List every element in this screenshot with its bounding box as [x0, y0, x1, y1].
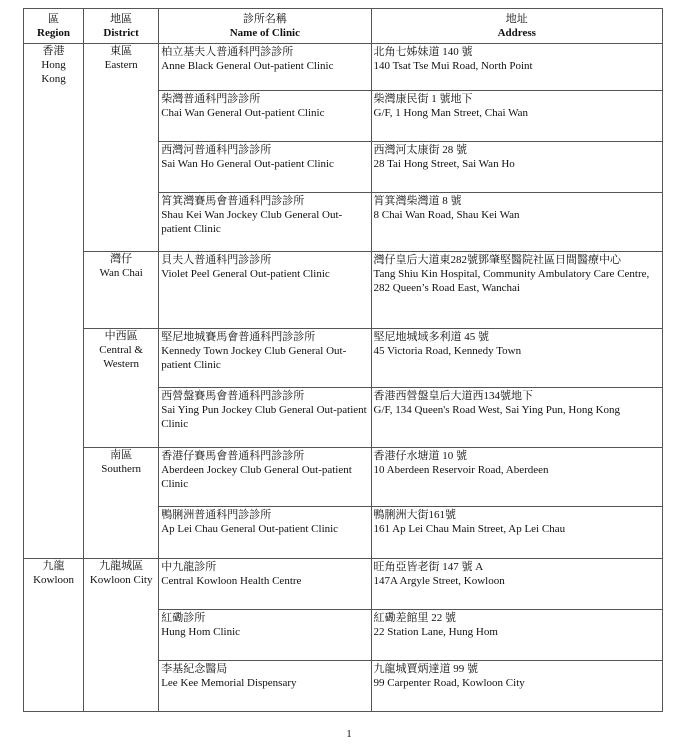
clinic-header-zh: 診所名稱 [242, 13, 287, 25]
clinic-name-zh: 筲箕灣賽馬會普通科門診診所 [161, 195, 305, 207]
address-zh: 西灣河太康街 28 號 [373, 144, 468, 156]
address-zh: 北角七姊妹道 140 號 [373, 46, 473, 58]
address-zh: 紅磡差館里 22 號 [373, 612, 457, 624]
address-en: G/F, 134 Queen's Road West, Sai Ying Pun, Hong Kong [373, 404, 621, 416]
district-cell-wan-chai [84, 252, 159, 329]
clinic-cell [159, 661, 371, 712]
district-en: Central & [99, 344, 143, 356]
table-row [24, 559, 663, 610]
clinic-name-zh: 西灣河普通科門診診所 [161, 144, 272, 156]
district-en: Southern [101, 463, 142, 475]
clinic-name-en: Ap Lei Chau General Out-patient Clinic [161, 523, 339, 535]
clinic-cell [159, 610, 371, 661]
district-cell-eastern [84, 44, 159, 252]
clinic-cell [159, 388, 371, 448]
address-cell [371, 661, 662, 712]
clinic-cell [159, 142, 371, 193]
address-zh: 鴨脷洲大街161號 [373, 509, 457, 521]
address-zh: 香港西營盤皇后大道西134號地下 [373, 390, 534, 402]
address-en: 161 Ap Lei Chau Main Street, Ap Lei Chau [373, 523, 566, 535]
address-cell [371, 91, 662, 142]
clinic-name-zh: 中九龍診所 [161, 561, 217, 573]
district-en: Kowloon City [89, 574, 153, 586]
address-en: 8 Chai Wan Road, Shau Kei Wan [373, 209, 520, 221]
district-en: Western [103, 358, 140, 370]
district-header-en: District [103, 27, 139, 39]
clinic-header [159, 9, 371, 44]
district-header-zh: 地區 [110, 13, 133, 25]
region-zh: 香港 [42, 45, 65, 57]
table-row [24, 252, 663, 329]
clinic-table [23, 8, 663, 712]
clinic-name-en: Central Kowloon Health Centre [161, 575, 302, 587]
address-zh: 香港仔水塘道 10 號 [373, 450, 468, 462]
clinic-cell [159, 507, 371, 559]
address-cell [371, 610, 662, 661]
address-cell [371, 142, 662, 193]
clinic-name-en: Shau Kei Wan Jockey Club General Out-patient Clinic [161, 209, 343, 235]
district-header [84, 9, 159, 44]
clinic-cell [159, 252, 371, 329]
address-en: 147A Argyle Street, Kowloon [373, 575, 505, 587]
page-number: 1 [346, 728, 352, 740]
clinic-name-en: Sai Ying Pun Jockey Club General Out-patient Clinic [161, 404, 367, 430]
clinic-cell [159, 91, 371, 142]
clinic-name-en: Chai Wan General Out-patient Clinic [161, 107, 325, 119]
clinic-name-en: Violet Peel General Out-patient Clinic [161, 268, 330, 280]
clinic-name-zh: 鴨脷洲普通科門診診所 [161, 509, 272, 521]
clinic-cell [159, 44, 371, 91]
clinic-name-en: Kennedy Town Jockey Club General Out- patient Clinic [161, 345, 347, 371]
address-cell [371, 448, 662, 507]
clinic-name-zh: 李基紀念醫局 [161, 663, 228, 675]
region-cell-hong-kong [24, 44, 84, 559]
clinic-name-zh: 堅尼地城賽馬會普通科門診診所 [161, 331, 316, 343]
region-zh: 九龍 [42, 560, 65, 572]
clinic-header-en: Name of Clinic [229, 27, 300, 39]
table-row [24, 329, 663, 388]
district-cell-kowloon-city [84, 559, 159, 712]
clinic-name-en: Aberdeen Jockey Club General Out-patient Clinic [161, 464, 352, 490]
district-zh: 東區 [110, 45, 133, 57]
address-cell [371, 44, 662, 91]
header-row [24, 9, 663, 44]
address-cell [371, 559, 662, 610]
district-zh: 南區 [110, 449, 133, 461]
district-cell-central-western [84, 329, 159, 448]
district-zh: 中西區 [104, 330, 138, 342]
address-en: 99 Carpenter Road, Kowloon City [373, 677, 525, 689]
address-cell [371, 193, 662, 252]
address-header-en: Address [497, 27, 536, 39]
region-en: Hong [41, 59, 66, 71]
clinic-name-zh: 柏立基夫人普通科門診診所 [161, 46, 294, 58]
clinic-name-en: Sai Wan Ho General Out-patient Clinic [161, 158, 334, 170]
address-cell [371, 329, 662, 388]
clinic-cell [159, 448, 371, 507]
address-cell [371, 388, 662, 448]
clinic-name-zh: 柴灣普通科門診診所 [161, 93, 261, 105]
region-cell-kowloon [24, 559, 84, 712]
address-zh: 筲箕灣柴灣道 8 號 [373, 195, 462, 207]
address-zh: 堅尼地城域多利道 45 號 [373, 331, 490, 343]
table-row [24, 448, 663, 507]
region-en: Kowloon [33, 574, 75, 586]
address-en: 45 Victoria Road, Kennedy Town [373, 345, 522, 357]
district-en: Wan Chai [99, 267, 143, 279]
address-en: 28 Tai Hong Street, Sai Wan Ho [373, 158, 515, 170]
address-en: G/F, 1 Hong Man Street, Chai Wan [373, 107, 528, 119]
district-cell-southern [84, 448, 159, 559]
district-zh: 灣仔 [110, 253, 133, 265]
clinic-name-en: Hung Hom Clinic [161, 626, 241, 638]
address-en: 10 Aberdeen Reservoir Road, Aberdeen [373, 464, 549, 476]
address-zh: 灣仔皇后大道東282號鄧肇堅醫院社區日間醫療中心 [373, 254, 622, 266]
clinic-name-en: Anne Black General Out-patient Clinic [161, 60, 334, 72]
address-zh: 旺角亞皆老街 147 號 A [373, 561, 484, 573]
address-cell [371, 252, 662, 329]
clinic-cell [159, 559, 371, 610]
district-en: Eastern [104, 59, 138, 71]
address-header [371, 9, 662, 44]
address-zh: 柴灣康民街 1 號地下 [373, 93, 473, 105]
table-row [24, 44, 663, 91]
clinic-name-zh: 紅磡診所 [161, 612, 206, 624]
region-en: Kong [41, 73, 66, 85]
district-zh: 九龍城區 [99, 560, 144, 572]
address-zh: 九龍城賈炳達道 99 號 [373, 663, 479, 675]
clinic-cell [159, 329, 371, 388]
address-header-zh: 地址 [505, 13, 528, 25]
region-header-zh: 區 [48, 13, 60, 25]
address-en: Tang Shiu Kin Hospital, Community Ambulatory Care Centre, 282 Queen’s Road East, Wanchai [373, 268, 650, 294]
address-cell [371, 507, 662, 559]
clinic-name-en: Lee Kee Memorial Dispensary [161, 677, 297, 689]
clinic-name-zh: 西營盤賽馬會普通科門診診所 [161, 390, 305, 402]
region-header [24, 9, 84, 44]
clinic-name-zh: 貝夫人普通科門診診所 [161, 254, 272, 266]
address-en: 22 Station Lane, Hung Hom [373, 626, 498, 638]
clinic-cell [159, 193, 371, 252]
address-en: 140 Tsat Tse Mui Road, North Point [373, 60, 533, 72]
clinic-name-zh: 香港仔賽馬會普通科門診診所 [161, 450, 305, 462]
region-header-en: Region [37, 27, 71, 39]
